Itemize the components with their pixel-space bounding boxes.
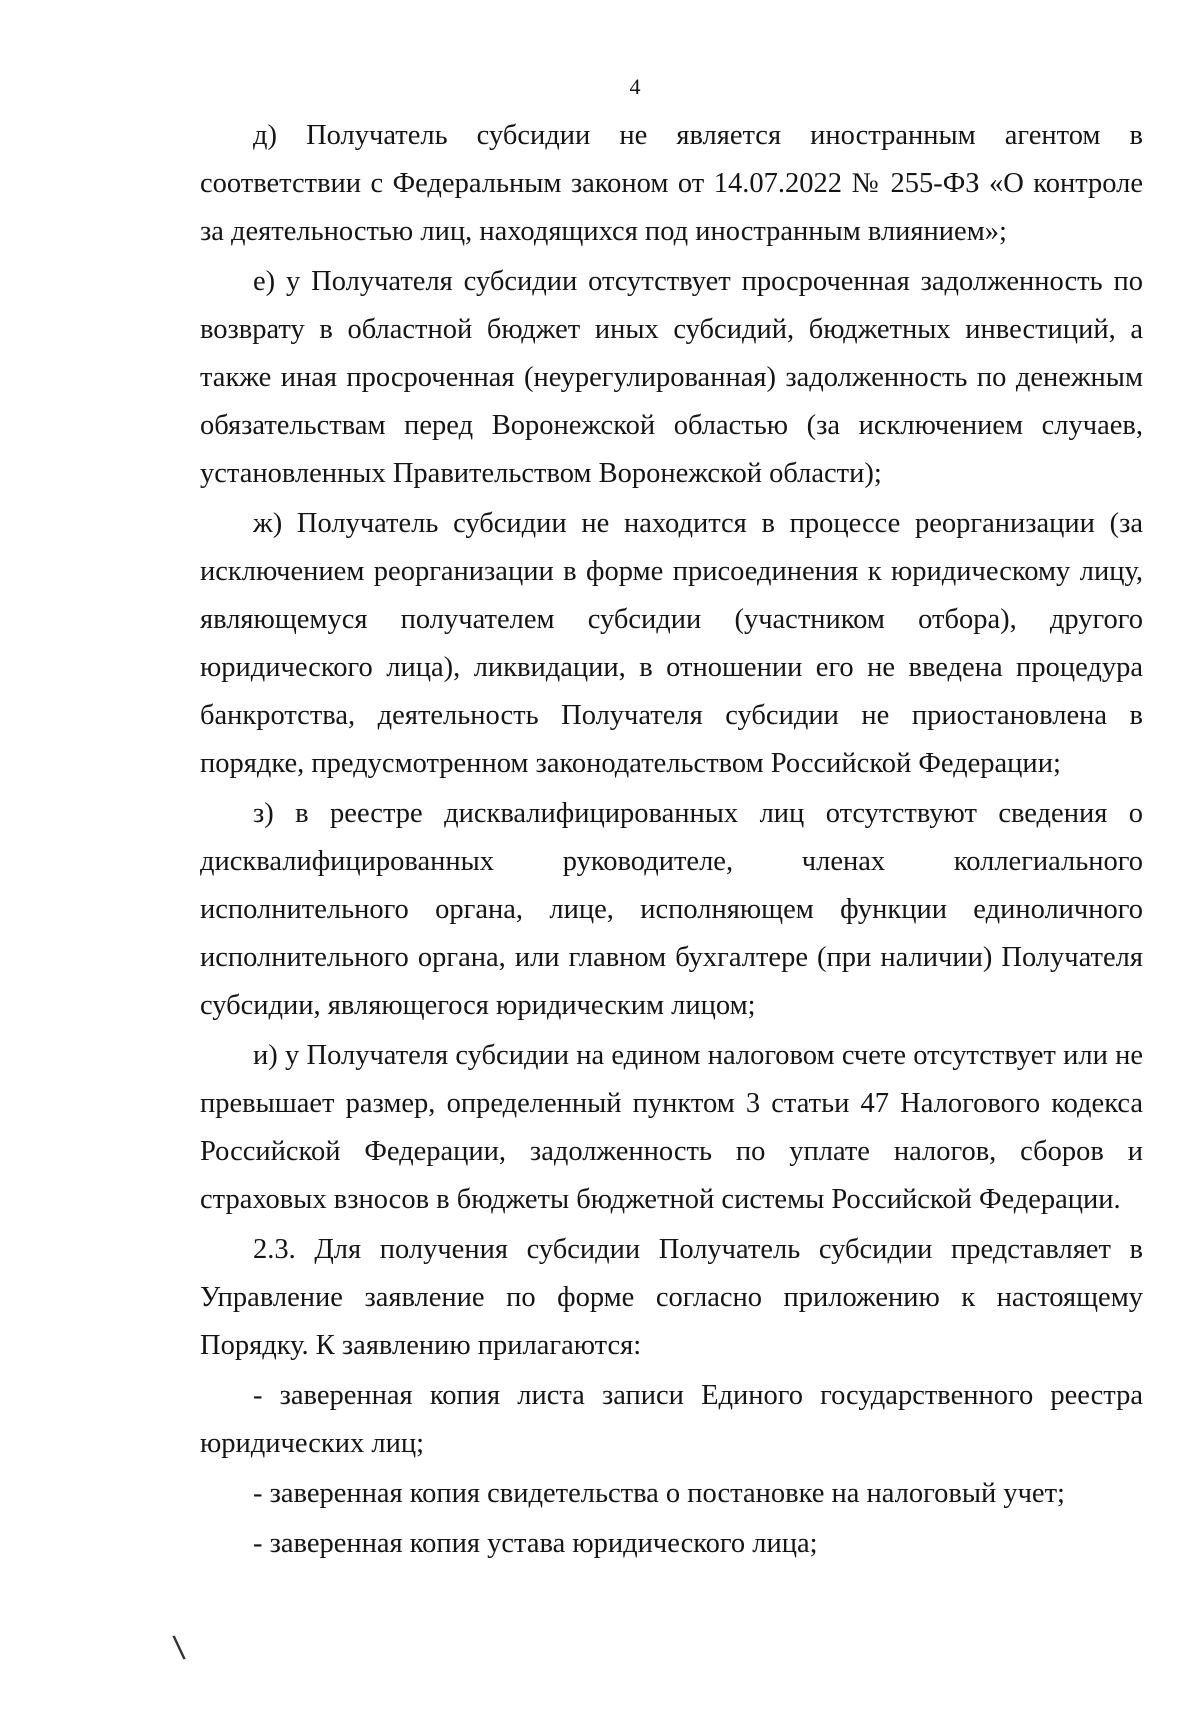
paragraph-zh: ж) Получатель субсидии не находится в процессе реорганизации (за исключением реорганизации в форме присоединения к юридическому лицу, являющемуся получателем субсидии (участником отбора), другого юридического лица), ликвидации, в отношении его не введена процедура банкротства, деятельность Получателя субсидии не приостановлена в порядке, предусмотренном законодательством Российской Федерации; [200,508,1143,779]
paragraph-z: з) в реестре дисквалифицированных лиц отсутствуют сведения о дисквалифицированных руководителе, членах коллегиального исполнительного органа, лице, исполняющем функции единоличного исполнительного органа, или главном бухгалтере (при наличии) Получателя субсидии, являющегося юридическим лицом; [200,798,1143,1021]
paragraph-2-3: 2.3. Для получения субсидии Получатель субсидии представляет в Управление заявление по форме согласно приложению к настоящему Порядку. К заявлению прилагаются: [200,1234,1143,1361]
list-item-egrul-copy: - заверенная копия листа записи Единого государственного реестра юридических лиц; [200,1380,1143,1459]
document-body [200,112,1143,1570]
page-number: 4 [629,74,641,99]
list-item-charter-copy: - заверенная копия устава юридического лица; [253,1528,818,1559]
list-item-tax-registration-copy: - заверенная копия свидетельства о постановке на налоговый учет; [253,1478,1065,1509]
paragraph-d: д) Получатель субсидии не является иностранным агентом в соответствии с Федеральным законом от 14.07.2022 № 255-ФЗ «О контроле за деятельностью лиц, находящихся под иностранным влиянием»; [200,120,1143,247]
paragraph-i: и) у Получателя субсидии на едином налоговом счете отсутствует или не превышает размер, определенный пунктом 3 статьи 47 Налогового кодекса Российской Федерации, задолженность по уплате налогов, сборов и страховых взносов в бюджеты бюджетной системы Российской Федерации. [200,1040,1143,1215]
stray-pen-mark: \ [171,1629,187,1666]
paragraph-e: е) у Получателя субсидии отсутствует просроченная задолженность по возврату в областной бюджет иных субсидий, бюджетных инвестиций, а также иная просроченная (неурегулированная) задолженность по денежным обязательствам перед Воронежской областью (за исключением случаев, установленных Правительством Воронежской области); [200,266,1143,489]
